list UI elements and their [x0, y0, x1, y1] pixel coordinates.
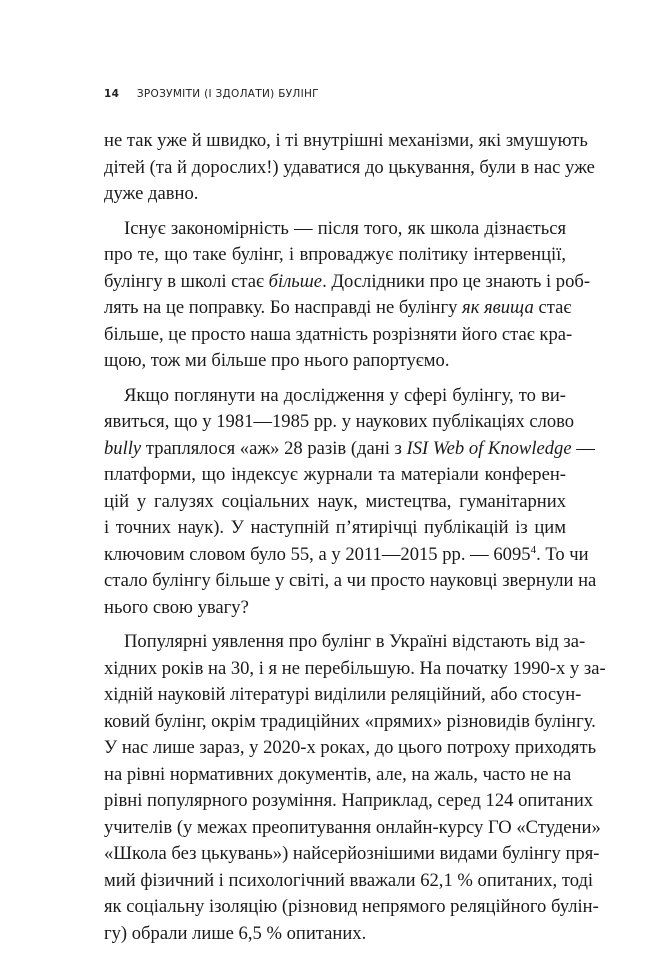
body-text [104, 128, 606, 947]
text-line [104, 181, 566, 208]
text-line [104, 815, 601, 842]
text-run: дуже давно. [104, 183, 199, 204]
text-run: Існує закономірність — після того, як школа дізнається [124, 217, 566, 239]
text-run: лять на це поправку. Бо насправді не булінгу [104, 297, 463, 318]
text-line [104, 568, 597, 595]
text-line [104, 155, 595, 182]
text-line [104, 709, 596, 736]
text-line [104, 735, 597, 762]
text-run: щою, тож ми більше про нього рапортуємо. [104, 350, 450, 371]
text-run: і точних наук). У наступній п’ятирічці публікацій із цим [104, 517, 566, 538]
paragraph-gap [104, 375, 566, 383]
text-run: учителів (у межах преопитування онлайн-курсу ГО «Студени» [104, 816, 601, 838]
text-run: платформи, що індексує журнали та матеріали конферен- [104, 464, 566, 485]
paragraph [104, 383, 597, 622]
text-run: — [571, 437, 595, 459]
text-run: про те, що таке булінг, і впроваджує політику інтервенції, [104, 244, 566, 265]
text-line [104, 436, 595, 463]
text-run: рівні популярного розуміння. Наприклад, серед 124 опитаних [104, 790, 594, 811]
text-run: «Школа без цькувань») найсерйознішими видами булінгу пря- [104, 843, 600, 864]
paragraph-gap [104, 621, 566, 629]
footnote-ref: 4 [530, 543, 537, 556]
text-line [104, 595, 566, 622]
text-run: гу) обрали лише 6,5 % опитаних. [104, 922, 367, 944]
running-head-title: ЗРОЗУМІТИ (І ЗДОЛАТИ) БУЛІНГ [136, 88, 319, 100]
running-head [104, 88, 319, 100]
italic-text: bully [104, 437, 142, 459]
text-line [104, 894, 599, 921]
text-line [104, 348, 566, 375]
text-line [104, 216, 566, 243]
text-run: більше, це просто наша здатність розрізняти його стає кра- [104, 323, 573, 345]
text-line [104, 409, 575, 436]
paragraph [104, 629, 606, 947]
text-run: булінгу в школі стає [104, 270, 269, 292]
text-run: дітей (та й дорослих!) удаватися до цькування, були в нас уже [104, 156, 595, 178]
text-run: . То чи [536, 543, 589, 565]
text-line [104, 841, 600, 868]
text-line [104, 269, 591, 296]
text-run: Якщо поглянути на дослідження у сфері булінгу, то ви- [124, 384, 566, 406]
text-line [104, 242, 566, 269]
text-run: хідних років на 30, і я не перебільшую. На початку 1990-х у за- [104, 657, 606, 679]
paragraph [104, 216, 591, 375]
text-run: ключовим словом було 55, а у 2011—2015 рр. — 6095 [104, 543, 531, 565]
text-run: стає [533, 297, 572, 318]
text-line [104, 682, 582, 709]
text-line [104, 128, 588, 155]
paragraph [104, 128, 595, 208]
text-line [104, 788, 594, 815]
text-run: на рівні нормативних документів, але, на жаль, часто не на [104, 763, 572, 785]
text-run: стало булінгу більше у світі, а чи просто науковці звернули на [104, 570, 597, 591]
text-run: . Дослідники про це знають і роб- [322, 270, 591, 292]
text-line [104, 762, 572, 789]
text-line [104, 462, 566, 489]
text-line [104, 629, 586, 656]
text-line [104, 868, 594, 895]
text-run: явиться, що у 1981—1985 рр. у наукових публікаціях слово [104, 411, 575, 432]
text-line [104, 656, 606, 683]
text-run: траплялося «аж» 28 разів (дані з [141, 437, 407, 459]
italic-text: як явища [462, 297, 534, 318]
text-run: як соціальну ізоляцію (різновид непрямого реляційного булін- [104, 896, 599, 917]
italic-text: більше [268, 270, 323, 292]
text-run: мий фізичний і психологічний вважали 62,1 % опитаних, тоді [104, 869, 594, 891]
text-line [104, 921, 566, 948]
text-run: ковий булінг, окрім традиційних «прямих» різновидів булінгу. [104, 710, 596, 732]
text-run: не так уже й швидко, і ті внутрішні механізми, які змушують [104, 130, 588, 151]
text-line [104, 542, 589, 569]
paragraph-gap [104, 208, 566, 216]
text-run: У нас лише зараз, у 2020-х роках, до цього потроху приходять [104, 737, 597, 758]
text-run: цій у галузях соціальних наук, мистецтва, гуманітарних [104, 490, 566, 512]
text-line [104, 515, 566, 542]
italic-text: ISI Web of Knowledge [406, 437, 572, 459]
page-number: 14 [104, 88, 120, 100]
text-line [104, 295, 572, 322]
text-line [104, 489, 566, 516]
text-run: хідній науковій літературі виділили реляційний, або стосун- [104, 684, 582, 705]
text-run: Популярні уявлення про булінг в Україні відстають від за- [124, 631, 586, 652]
text-line [104, 322, 573, 349]
text-line [104, 383, 566, 410]
text-run: нього свою увагу? [104, 596, 249, 618]
